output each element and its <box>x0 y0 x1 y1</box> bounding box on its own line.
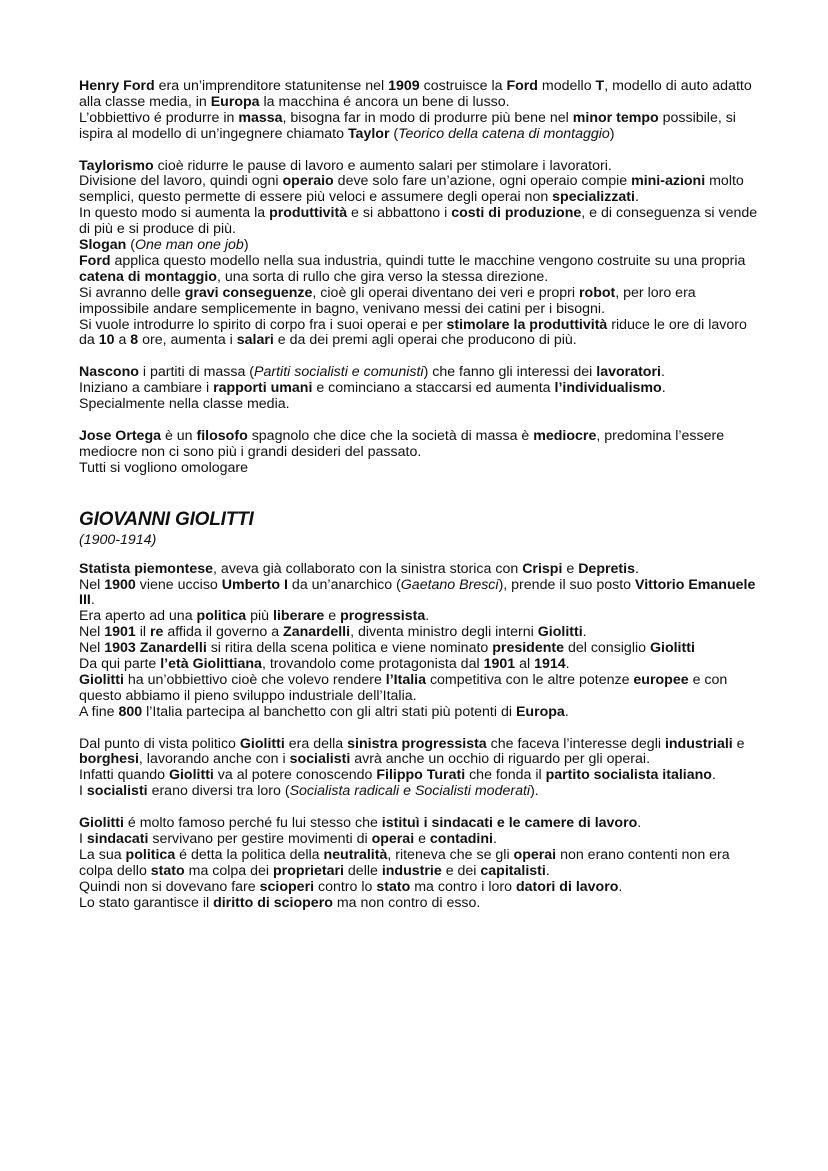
division-of-labour-paragraph: Divisione del lavoro, quindi ogni operaio deve solo fare un’azione, ogni operaio compie mini-azioni molto semplici, questo permette di essere più veloci e assumere degli operai non specializzati. <box>79 173 744 206</box>
mass-parties-paragraph: Nascono i partiti di massa (Partiti socialisti e comunisti) che fanno gli interessi dei lavoratori. <box>79 364 665 381</box>
esprit-de-corps-paragraph: Si vuole introdurre lo spirito di corpo fra i suoi operai e per stimolare la produttività riduce le ore di lavoro da 10 a 8 ore, aumenta i salari e da dei premi agli operai che producono di più. <box>79 316 747 349</box>
homologation-line: Tutti si vogliono omologare <box>79 459 249 476</box>
document-page <box>79 79 759 912</box>
umberto-paragraph: Nel 1900 viene ucciso Umberto I da un’anarchico (Gaetano Bresci), prende il suo posto Vittorio Emanuele III. <box>79 576 756 609</box>
consequences-paragraph: Si avranno delle gravi conseguenze, cioè gli operai diventano dei veri e propri robot, per loro era impossibile andare semplicemente in bagno, venivano messi dei catini per i bisogni. <box>79 284 696 317</box>
giolitti-statesman-line: Statista piemontese, aveva già collaborato con la sinistra storica con Crispi e Depretis. <box>79 560 639 577</box>
section-title: GIOVANNI GIOLITTI <box>79 508 254 530</box>
politics-line: Era aperto ad una politica più liberare e progressista. <box>79 608 430 625</box>
ford-objective-paragraph: L’obbiettivo é produrre in massa, bisogna far in modo di produrre più bene nel minor tempo possibile, si ispira al modello di un’ingegnere chiamato Taylor (Teorico della catena di montaggio) <box>79 109 736 142</box>
human-relations-paragraph: Iniziano a cambiare i rapporti umani e cominciano a staccarsi ed aumenta l’individualismo. <box>79 380 666 397</box>
ford-intro-paragraph: Henry Ford era un’imprenditore statunitense nel 1909 costruisce la Ford modello T, modello di auto adatto alla classe media, in Europa la macchina é ancora un bene di lusso. <box>79 78 752 110</box>
neutrality-paragraph: La sua politica é detta la politica della neutralità, riteneva che se gli operai non erano contenti non era colpa dello stato ma colpa dei proprietari delle industrie e dei capitalisti. <box>79 846 730 879</box>
strikes-line: Quindi non si dovevano fare scioperi contro lo stato ma contro i loro datori di lavoro. <box>79 878 623 895</box>
taylorism-paragraph: Taylorismo cioè ridurre le pause di lavoro e aumento salari per stimolare i lavoratori. <box>79 157 612 174</box>
zanardelli-line: Nel 1901 il re affida il governo a Zanardelli, diventa ministro degli interni Giolitti. <box>79 624 587 641</box>
objective-paragraph: Giolitti ha un’obbiettivo cioè che volevo rendere l’Italia competitiva con le altre potenze europee e con questo abbiamo il pieno sviluppo industriale dell’Italia. <box>79 671 728 704</box>
assembly-line-paragraph: Ford applica questo modello nella sua industria, quindi tutte le macchine vengono costruite su una propria catena di montaggio, una sorta di rullo che gira verso la stessa direzione. <box>79 252 746 285</box>
end-800-line: A fine 800 l’Italia partecipa al banchetto con gli altri stati più potenti di Europa. <box>79 703 569 720</box>
productivity-paragraph: In questo modo si aumenta la produttività e si abbattono i costi di produzione, e di conseguenza si vende di più e si produce di più. <box>79 205 758 238</box>
section-years: (1900-1914) <box>79 531 157 548</box>
giolittian-age-line: Da qui parte l’età Giolittiana, trovandolo come protagonista dal 1901 al 1914. <box>79 656 570 673</box>
slogan-line: Slogan (One man one job) <box>79 237 249 254</box>
ortega-paragraph: Jose Ortega è un filosofo spagnolo che dice che la società di massa è mediocre, predomina l’essere mediocre non ci sono più i grandi desideri del passato. <box>79 427 725 460</box>
president-line: Nel 1903 Zanardelli si ritira della scena politica e viene nominato presidente del consiglio Giolitti <box>79 640 695 657</box>
political-view-paragraph: Dal punto di vista politico Giolitti era della sinistra progressista che faceva l’interesse degli industriali e borghesi, lavorando anche con i socialisti avrà anche un occhio di riguardo per gli operai. <box>79 735 745 768</box>
unions-purpose-line: I sindacati servivano per gestire movimenti di operai e contadini. <box>79 830 497 847</box>
right-to-strike-line: Lo stato garantisce il diritto di sciopero ma non contro di esso. <box>79 894 481 911</box>
unions-intro-line: Giolitti é molto famoso perché fu lui stesso che istituì i sindacati e le camere di lavoro. <box>79 815 642 832</box>
middle-class-line: Specialmente nella classe media. <box>79 396 290 413</box>
turati-paragraph: Infatti quando Giolitti va al potere conoscendo Filippo Turati che fonda il partito socialista italiano. <box>79 767 716 784</box>
socialists-line: I socialisti erano diversi tra loro (Socialista radicali e Socialisti moderati). <box>79 783 539 800</box>
